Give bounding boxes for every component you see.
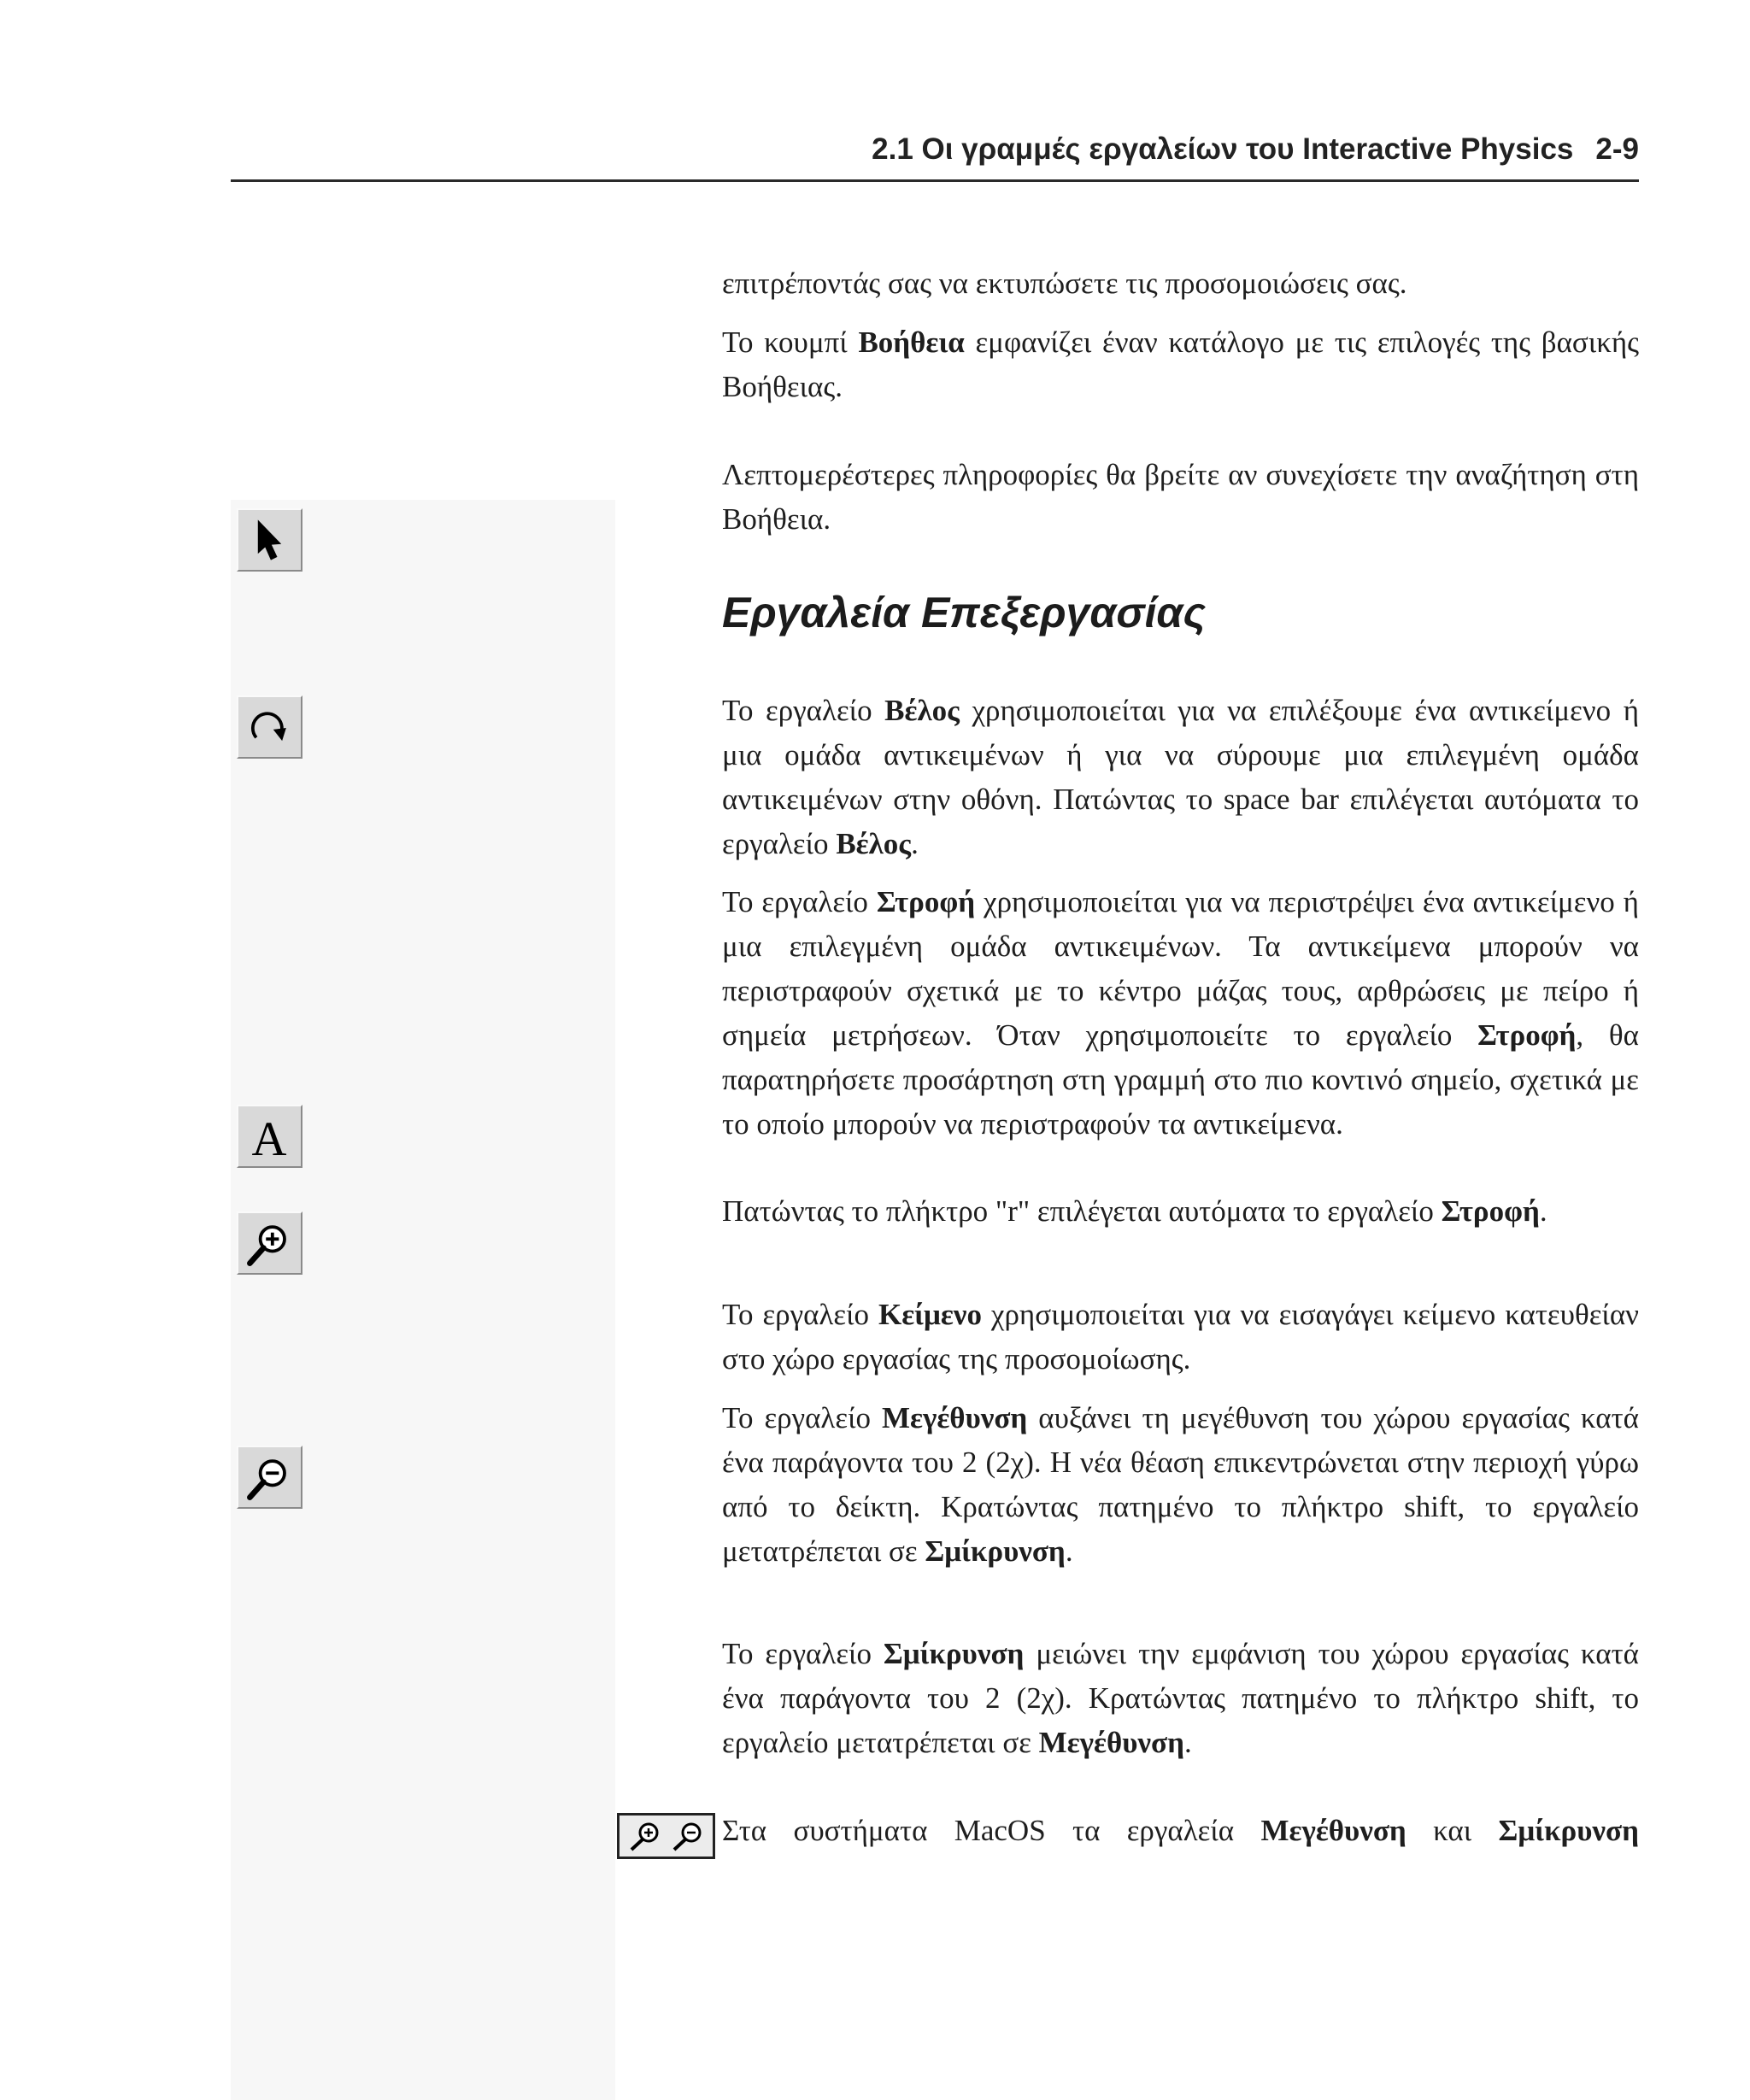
running-head — [231, 128, 1639, 171]
text-run: Το εργαλείο — [722, 1637, 884, 1670]
text-run: Λεπτομερέστερες πληροφορίες θα βρείτε αν συνεχίσετε την αναζήτηση στη Βοήθεια. — [722, 458, 1639, 536]
text-tool-icon — [237, 1105, 302, 1168]
zoom-out-tool-icon — [237, 1446, 302, 1509]
text-run: και — [1406, 1814, 1499, 1847]
paragraph-zoom-out-tool — [722, 1632, 1639, 1765]
bold-term: Μεγέθυνση — [1038, 1726, 1184, 1759]
text-run: Το εργαλείο — [722, 1401, 882, 1434]
bold-term: Μεγέθυνση — [881, 1401, 1028, 1434]
paragraph-print — [722, 261, 1639, 306]
text-run: Πατώντας το πλήκτρο "r" επιλέγεται αυτόματα το εργαλείο — [722, 1194, 1442, 1228]
bold-term: Βέλος — [836, 827, 912, 860]
bold-term: Σμίκρυνση — [925, 1534, 1066, 1568]
bold-term: Μεγέθυνση — [1260, 1814, 1406, 1847]
bold-term: Βοήθεια — [858, 326, 965, 359]
rotate-tool-icon — [237, 695, 302, 759]
bold-term: Σμίκρυνση — [1498, 1814, 1639, 1847]
text-run: μειώνει την εμφάνιση του χώρου εργασίας κατά ένα παράγοντα του 2 (2χ). Κρατώντας πατημένο το πλήκτρο shift, το εργαλείο μετατρέπεται σε — [722, 1637, 1639, 1759]
text-run: Το κουμπί — [722, 326, 859, 359]
svg-text:A: A — [251, 1112, 287, 1166]
text-run: επιτρέποντάς σας να εκτυπώσετε τις προσομοιώσεις σας. — [722, 267, 1407, 300]
page-number: 2-9 — [1595, 132, 1639, 166]
bold-term: Σμίκρυνση — [883, 1637, 1025, 1670]
paragraph-help-details — [722, 453, 1639, 542]
text-run: Το εργαλείο — [722, 885, 877, 918]
paragraph-arrow-tool — [722, 689, 1639, 866]
paragraph-macos-note — [722, 1809, 1639, 1853]
text-run: χρησιμοποιείται για να εισαγάγει κείμενο κατευθείαν στο χώρο εργασίας της προσομοίωσης. — [722, 1298, 1639, 1376]
bold-term: Στροφή — [1441, 1194, 1540, 1228]
text-run: αυξάνει τη μεγέθυνση του χώρου εργασίας κατά ένα παράγοντα του 2 (2χ). Η νέα θέαση επικεντρώνεται στην περιοχή γύρω από το δείκτη. Κρατώντας πατημένο το πλήκτρο shift, το εργαλείο μετατρέπεται σε — [722, 1401, 1639, 1568]
arrow-tool-icon — [237, 508, 302, 572]
text-run: . — [1065, 1534, 1073, 1568]
text-run: , θα παρατηρήσετε προσάρτηση στη γραμμή στο πιο κοντινό σημείο, σχετικά με το οποίο μπορούν να περιστραφούν τα αντικείμενα. — [722, 1018, 1639, 1141]
text-run: εμφανίζει έναν κατάλογο με τις επιλογές της βασικής Βοήθειας. — [722, 326, 1639, 403]
bold-term: Βέλος — [884, 694, 960, 727]
mac-zoom-tools-icon — [617, 1813, 715, 1859]
header-rule — [231, 179, 1639, 182]
paragraph-text-tool — [722, 1293, 1639, 1381]
text-run: χρησιμοποιείται για να περιστρέψει ένα αντικείμενο ή μια επιλεγμένη ομάδα αντικειμένων. Τα αντικείμενα μπορούν να περιστραφούν σχετικά με το κέντρο μάζας τους, αρθρώσεις με πείρο ή σημεία μετρήσεων. Όταν χρησιμοποιείτε το εργαλείο — [722, 885, 1639, 1052]
text-run: Στα συστήματα MacOS τα εργαλεία — [722, 1814, 1261, 1847]
text-run: χρησιμοποιείται για να επιλέξουμε ένα αντικείμενο ή μια ομάδα αντικειμένων ή για να σύρουμε μια επιλεγμένη ομάδα αντικειμένων στην οθόνη. Πατώντας το space bar επιλέγεται αυτόματα το εργαλείο — [722, 694, 1639, 860]
text-run: Το εργαλείο — [722, 694, 885, 727]
paragraph-rotate-tool — [722, 880, 1639, 1147]
section-title: 2.1 Οι γραμμές εργαλείων του Interactive Physics — [872, 132, 1574, 166]
text-run: . — [1183, 1726, 1192, 1759]
paragraph-zoom-in-tool — [722, 1396, 1639, 1574]
text-run: . — [911, 827, 919, 860]
paragraph-rotate-shortcut — [722, 1189, 1639, 1234]
bold-term: Στροφή — [1477, 1018, 1577, 1052]
bold-term: Κείμενο — [878, 1298, 982, 1331]
bold-term: Στροφή — [876, 885, 976, 918]
section-heading: Εργαλεία Επεξεργασίας — [722, 589, 1207, 636]
zoom-in-tool-icon — [237, 1211, 302, 1275]
paragraph-help-button — [722, 320, 1639, 409]
text-run: . — [1539, 1194, 1547, 1228]
text-run: Το εργαλείο — [722, 1298, 878, 1331]
